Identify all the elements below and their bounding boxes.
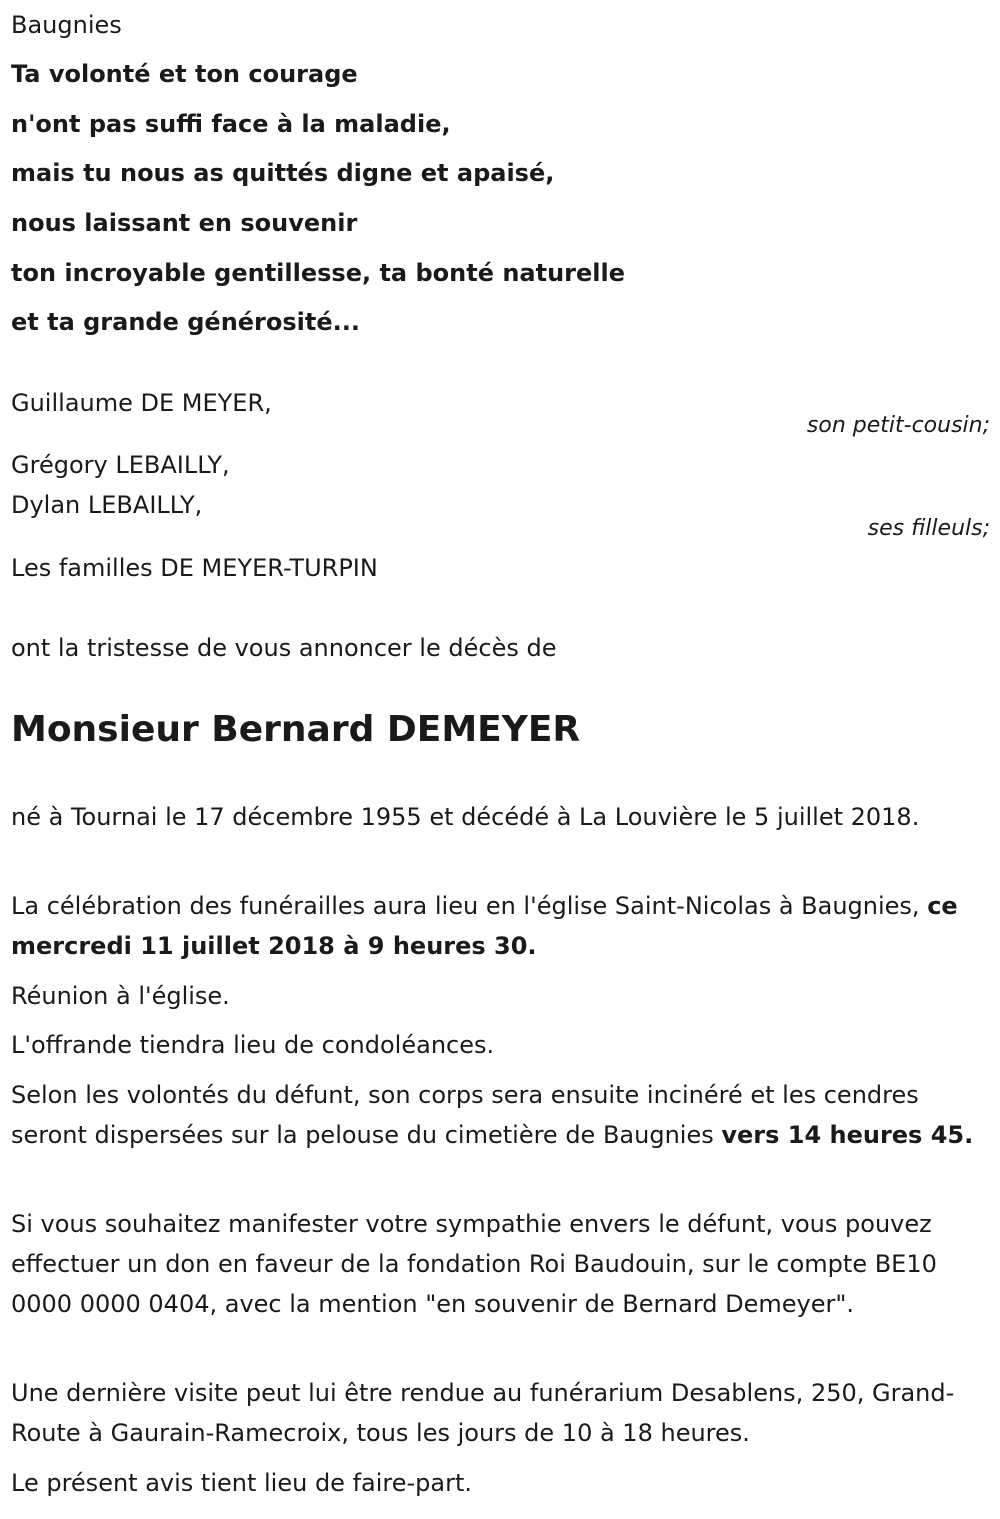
family-gregory: Grégory LEBAILLY, xyxy=(11,451,230,479)
cremation-when: vers 14 heures 45. xyxy=(721,1121,974,1149)
donation-paragraph: Si vous souhaitez manifester votre sympathie envers le défunt, vous pouvez effectuer un don en faveur de la fondation Roi Baudouin, sur le compte BE10 0000 0000 0404, avec la mention "en souvenir de Bernard Demeyer". xyxy=(11,1210,937,1318)
family-dylan: Dylan LEBAILLY, xyxy=(11,491,203,519)
poem-line-2: n'ont pas suffi face à la maladie, xyxy=(11,110,451,138)
location: Baugnies xyxy=(11,11,122,39)
meeting-paragraph: Réunion à l'église. xyxy=(11,982,230,1010)
ceremony-text: La célébration des funérailles aura lieu en l'église Saint-Nicolas à Baugnies, xyxy=(11,892,928,920)
cremation-text: Selon les volontés du défunt, son corps sera ensuite incinéré et les cendres seront dispersées sur la pelouse du cimetière de Baugnies xyxy=(11,1081,919,1149)
poem-line-1: Ta volonté et ton courage xyxy=(11,60,358,88)
poem-line-4: nous laissant en souvenir xyxy=(11,209,358,237)
poem-line-3: mais tu nous as quittés digne et apaisé, xyxy=(11,159,555,187)
visit-paragraph: Une dernière visite peut lui être rendue au funérarium Desablens, 250, Grand-Route à Gaurain-Ramecroix, tous les jours de 10 à 18 heures. xyxy=(11,1379,955,1447)
ceremony-paragraph xyxy=(11,886,991,966)
poem-line-5: ton incroyable gentillesse, ta bonté naturelle xyxy=(11,259,626,287)
deceased-name: Monsieur Bernard DEMEYER xyxy=(11,709,581,750)
birth-death-paragraph: né à Tournai le 17 décembre 1955 et décédé à La Louvière le 5 juillet 2018. xyxy=(11,803,920,831)
poem-line-6: et ta grande générosité... xyxy=(11,308,360,336)
offering-paragraph: L'offrande tiendra lieu de condoléances. xyxy=(11,1031,495,1059)
cremation-paragraph xyxy=(11,1075,991,1155)
family-names: Les familles DE MEYER-TURPIN xyxy=(11,554,378,582)
announcement: ont la tristesse de vous annoncer le décès de xyxy=(11,634,557,662)
family-guillaume: Guillaume DE MEYER, xyxy=(11,389,272,417)
closing-paragraph: Le présent avis tient lieu de faire-part. xyxy=(11,1469,473,1497)
ceremony-when: ce mercredi 11 juillet 2018 à 9 heures 30. xyxy=(11,892,958,960)
relation-filleuls: ses filleuls; xyxy=(867,516,990,541)
relation-cousin: son petit-cousin; xyxy=(806,413,990,438)
